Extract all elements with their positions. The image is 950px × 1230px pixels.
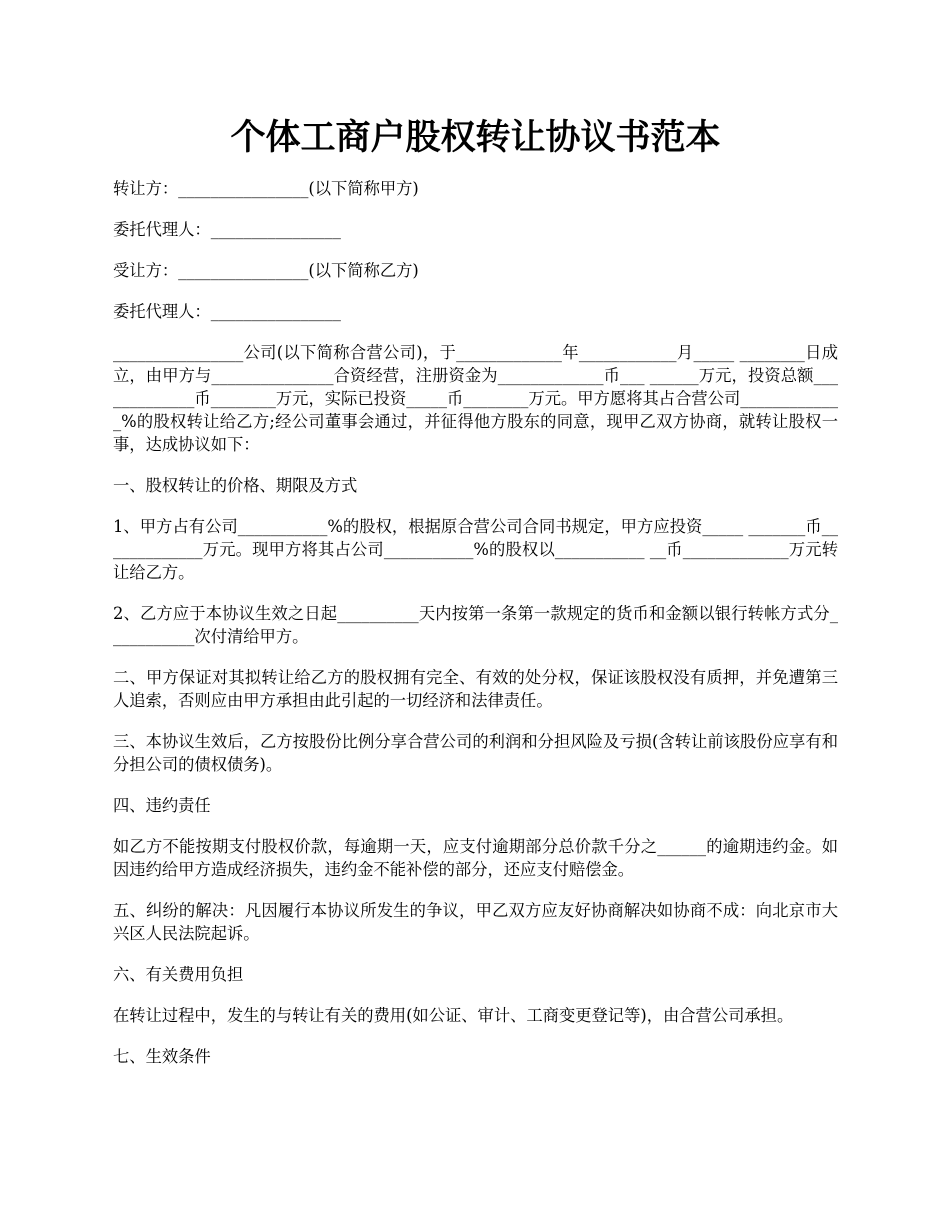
- paragraph-fees: 在转让过程中，发生的与转让有关的费用(如公证、审计、工商变更登记等)，由合营公司承担。: [113, 1006, 794, 1025]
- section-heading-7: 七、生效条件: [113, 1047, 211, 1066]
- paragraph-clause-1-2: 2、乙方应于本协议生效之日起__________天内按第一条第一款规定的货币和金额以银行转帐方式分___________次付清给甲方。: [113, 604, 838, 646]
- section-heading-1: 一、股权转让的价格、期限及方式: [113, 476, 358, 495]
- paragraph-clause-1-1: 1、甲方占有公司___________%的股权，根据原合营公司合同书规定，甲方应投资_____ _______币_____________万元。现甲方将其占公司___________%的股权以___________ __币_____________万元转让给乙方。: [113, 517, 838, 582]
- section-heading-4: 四、违约责任: [113, 796, 211, 815]
- paragraph-section-3: 三、本协议生效后，乙方按股份比例分享合营公司的利润和分担风险及亏损(含转让前该股份应享有和分担公司的债权债务)。: [113, 732, 838, 774]
- paragraph-preamble: ________________公司(以下简称合营公司)，于_____________年____________月_____ ________日成立，由甲方与_______________合资经营，注册资金为_____________币___ ______万元，投资总额_____________币________万元，实际已投资_____币________万元。甲方愿将其占合营公司_____________%的股权转让给乙方;经公司董事会通过，并征得他方股东的同意，现甲乙双方协商，就转让股权一事，达成协议如下：: [113, 343, 838, 454]
- paragraph-transferor-agent: 委托代理人：________________: [113, 220, 341, 239]
- paragraph-transferor: 转让方：________________(以下简称甲方): [113, 179, 419, 198]
- paragraph-transferee-agent: 委托代理人：________________: [113, 302, 341, 321]
- section-heading-6: 六、有关费用负担: [113, 965, 244, 984]
- paragraph-section-5: 五、纠纷的解决：凡因履行本协议所发生的争议，甲乙双方应友好协商解决如协商不成：向北京市大兴区人民法院起诉。: [113, 901, 838, 943]
- paragraph-section-2: 二、甲方保证对其拟转让给乙方的股权拥有完全、有效的处分权，保证该股权没有质押，并免遭第三人追索，否则应由甲方承担由此引起的一切经济和法律责任。: [113, 668, 838, 710]
- paragraph-transferee: 受让方：________________(以下简称乙方): [113, 261, 419, 280]
- document-title: 个体工商户股权转让协议书范本: [230, 117, 721, 158]
- paragraph-breach: 如乙方不能按期支付股权价款，每逾期一天，应支付逾期部分总价款千分之______的逾期违约金。如因违约给甲方造成经济损失，违约金不能补偿的部分，还应支付赔偿金。: [113, 837, 838, 879]
- document-body: [113, 177, 838, 1068]
